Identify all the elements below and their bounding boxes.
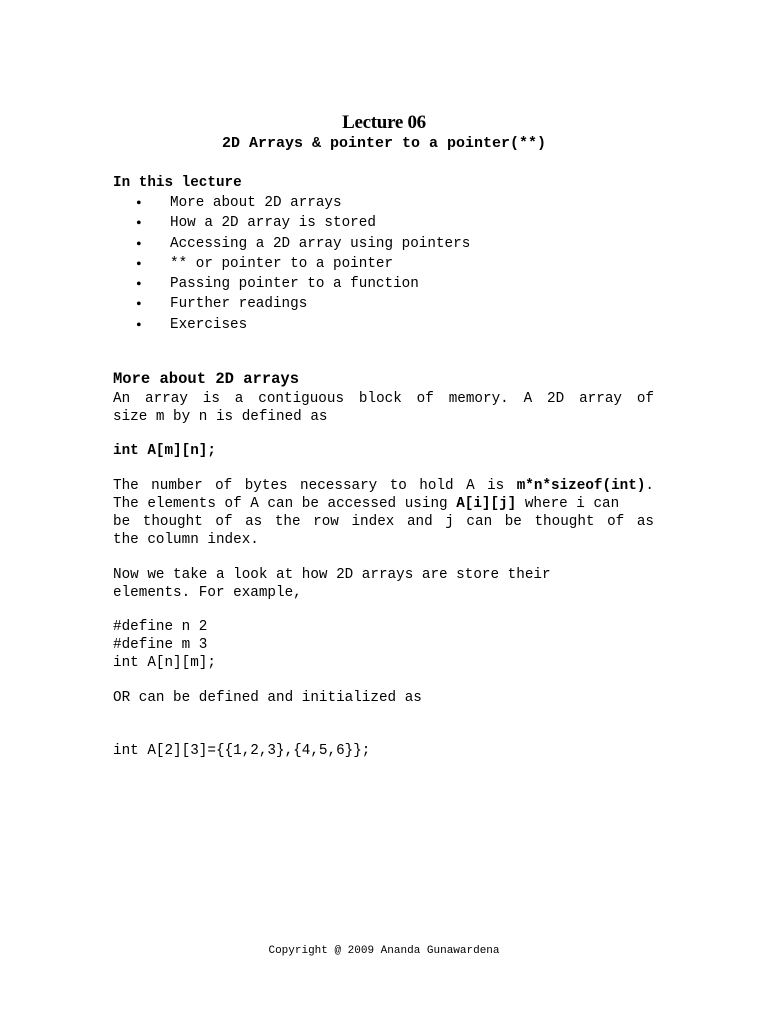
topic-item-text: Passing pointer to a function xyxy=(170,276,419,293)
topic-item-text: Further readings xyxy=(170,296,308,313)
topic-item-text: ** or pointer to a pointer xyxy=(170,255,394,272)
text-run-bold: m*n*sizeof(int) xyxy=(516,478,646,494)
paragraph-line: size m by n is defined as xyxy=(113,409,328,425)
paragraph-line xyxy=(113,477,654,495)
bullet-icon: • xyxy=(136,255,142,273)
bullet-icon: • xyxy=(136,276,142,294)
topic-item-text: More about 2D arrays xyxy=(170,195,342,211)
topic-item-text: Accessing a 2D array using pointers xyxy=(170,235,471,252)
paragraph-line: elements. For example, xyxy=(113,585,302,601)
paragraph-initialization xyxy=(113,689,654,707)
text-run: . xyxy=(645,478,654,494)
paragraph-line: the column index. xyxy=(113,532,259,548)
paragraph-bytes xyxy=(113,477,654,549)
code-declaration xyxy=(113,442,654,460)
code-line: #define n 2 xyxy=(113,619,208,635)
lecture-subtitle: 2D Arrays & pointer to a pointer(**) xyxy=(221,135,547,152)
text-run: The elements of A can be accessed using xyxy=(113,496,457,512)
bullet-icon: • xyxy=(136,215,142,233)
paragraph-line: An array is a contiguous block of memory. A 2D array of xyxy=(113,391,654,407)
lecture-title: Lecture 06 xyxy=(342,112,426,133)
bullet-icon: • xyxy=(136,235,142,253)
paragraph-line xyxy=(113,495,654,513)
topic-item-text: Exercises xyxy=(170,316,248,333)
text-run: The number of bytes necessary to hold A is xyxy=(113,478,517,494)
code-block-initializer xyxy=(113,742,654,760)
code-line: int A[2][3]={{1,2,3},{4,5,6}}; xyxy=(113,743,371,759)
bullet-icon: • xyxy=(136,316,142,334)
copyright-footer: Copyright @ 2009 Ananda Gunawardena xyxy=(268,945,500,957)
paragraph-line: OR can be defined and initialized as xyxy=(113,690,422,706)
code-block-defines xyxy=(113,618,654,672)
bullet-icon: • xyxy=(136,296,142,314)
paragraph-array-definition xyxy=(113,390,654,426)
section-heading: More about 2D arrays xyxy=(113,370,300,388)
code-line: int A[m][n]; xyxy=(113,443,216,459)
topic-item-text: How a 2D array is stored xyxy=(170,215,376,232)
paragraph-storage xyxy=(113,566,654,602)
code-line: int A[n][m]; xyxy=(113,655,216,671)
intro-heading: In this lecture xyxy=(113,175,242,191)
code-line: #define m 3 xyxy=(113,637,208,653)
text-run: where i can xyxy=(516,496,620,512)
bullet-icon: • xyxy=(136,195,142,212)
text-run-bold: A[i][j] xyxy=(456,496,517,512)
paragraph-line: Now we take a look at how 2D arrays are store their xyxy=(113,567,551,583)
paragraph-line: be thought of as the row index and j can be thought of as xyxy=(113,514,654,530)
